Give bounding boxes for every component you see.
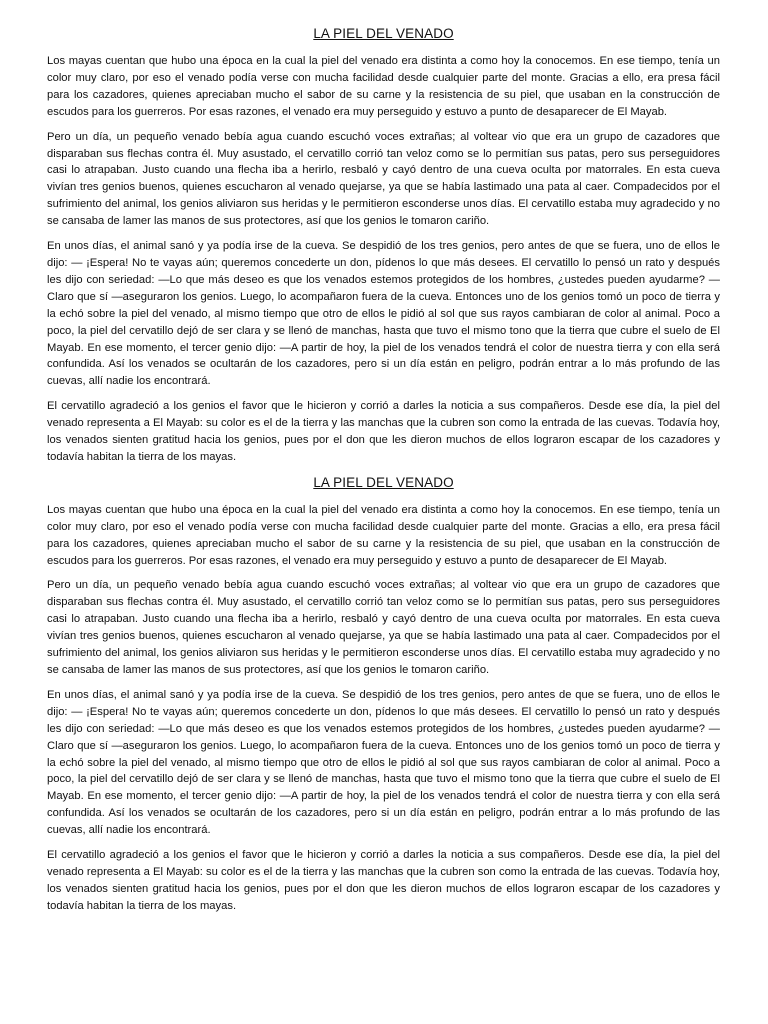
story-paragraph: En unos días, el animal sanó y ya podía irse de la cueva. Se despidió de los tres genios, pero antes de que se fuera, uno de ellos le dijo: — ¡Espera! No te vayas aún; queremos concederte un don, pídenos lo que más desees. El cervatillo lo pensó un rato y después les dijo con seriedad: —Lo que más deseo es que los venados estemos protegidos de los hombres, ¿ustedes pueden ayudarme? —Claro que sí —aseguraron los genios. Luego, lo acompañaron fuera de la cueva. Entonces uno de los genios tomó un poco de tierra y la echó sobre la piel del venado, al mismo tiempo que otro de ellos le pidió al sol que sus rayos cambiaran de color al animal. Poco a poco, la piel del cervatillo dejó de ser clara y se llenó de manchas, hasta que tuvo el mismo tono que la tierra que cubre el suelo de El Mayab. En ese momento, el tercer genio dijo: —A partir de hoy, la piel de los venados tendrá el color de nuestra tierra y con ella será confundida. Así los venados se ocultarán de los cazadores, pero si un día están en peligro, podrán entrar a lo más profundo de las cuevas, allí nadie los encontrará. (47, 688, 720, 837)
story-paragraph: Pero un día, un pequeño venado bebía agua cuando escuchó voces extrañas; al voltear vio que era un grupo de cazadores que disparaban sus flechas contra él. Muy asustado, el cervatillo corrió tan veloz como se lo permitían sus patas, pero sus perseguidores casi lo atrapaban. Justo cuando una flecha iba a herirlo, resbaló y cayó dentro de una cueva oculta por matorrales. En esta cueva vivían tres genios buenos, quienes escucharon al venado quejarse, ya que se había lastimado una pata al caer. Compadecidos por el sufrimiento del animal, los genios aliviaron sus heridas y le permitieron esconderse unos días. El cervatillo estaba muy agradecido y no se cansaba de lamer las manos de sus protectores, así que los genios le tomaron cariño. (47, 130, 720, 228)
story-section-1 (47, 25, 720, 466)
story-title: LA PIEL DEL VENADO (313, 474, 454, 490)
story-section-2 (47, 474, 720, 915)
story-paragraph: Pero un día, un pequeño venado bebía agua cuando escuchó voces extrañas; al voltear vio que era un grupo de cazadores que disparaban sus flechas contra él. Muy asustado, el cervatillo corrió tan veloz como se lo permitían sus patas, pero sus perseguidores casi lo atrapaban. Justo cuando una flecha iba a herirlo, resbaló y cayó dentro de una cueva oculta por matorrales. En esta cueva vivían tres genios buenos, quienes escucharon al venado quejarse, ya que se había lastimado una pata al caer. Compadecidos por el sufrimiento del animal, los genios aliviaron sus heridas y le permitieron esconderse unos días. El cervatillo estaba muy agradecido y no se cansaba de lamer las manos de sus protectores, así que los genios le tomaron cariño. (47, 579, 720, 676)
story-paragraph: El cervatillo agradeció a los genios el favor que le hicieron y corrió a darles la noticia a sus compañeros. Desde ese día, la piel del venado representa a El Mayab: su color es el de la tierra y las manchas que la cubren son como la entrada de las cuevas. Todavía hoy, los venados sienten gratitud hacia los genios, pues por el don que les dieron muchos de ellos lograron escapar de los cazadores y todavía habitan la tierra de los mayas. (47, 400, 720, 463)
story-paragraph: En unos días, el animal sanó y ya podía irse de la cueva. Se despidió de los tres genios, pero antes de que se fuera, uno de ellos le dijo: — ¡Espera! No te vayas aún; queremos concederte un don, pídenos lo que más desees. El cervatillo lo pensó un rato y después les dijo con seriedad: —Lo que más deseo es que los venados estemos protegidos de los hombres, ¿ustedes pueden ayudarme? —Claro que sí —aseguraron los genios. Luego, lo acompañaron fuera de la cueva. Entonces uno de los genios tomó un poco de tierra y la echó sobre la piel del venado, al mismo tiempo que otro de ellos le pidió al sol que sus rayos cambiaran de color al animal. Poco a poco, la piel del cervatillo dejó de ser clara y se llenó de manchas, hasta que tuvo el mismo tono que la tierra que cubre el suelo de El Mayab. En ese momento, el tercer genio dijo: —A partir de hoy, la piel de los venados tendrá el color de nuestra tierra y con ella será confundida. Así los venados se ocultarán de los cazadores, pero si un día están en peligro, podrán entrar a lo más profundo de las cuevas, allí nadie los encontrará. (47, 240, 720, 388)
document-page (47, 25, 720, 923)
story-title: LA PIEL DEL VENADO (313, 26, 454, 41)
story-paragraph: El cervatillo agradeció a los genios el favor que le hicieron y corrió a darles la noticia a sus compañeros. Desde ese día, la piel del venado representa a El Mayab: su color es el de la tierra y las manchas que la cubren son como la entrada de las cuevas. Todavía hoy, los venados sienten gratitud hacia los genios, pues por el don que les dieron muchos de ellos lograron escapar de los cazadores y todavía habitan la tierra de los mayas. (47, 849, 720, 912)
story-paragraph: Los mayas cuentan que hubo una época en la cual la piel del venado era distinta a como hoy la conocemos. En ese tiempo, tenía un color muy claro, por eso el venado podía verse con mucha facilidad desde cualquier parte del monte. Gracias a ello, era presa fácil para los cazadores, quienes apreciaban mucho el sabor de su carne y la resistencia de su piel, que usaban en la construcción de escudos para los guerreros. Por esas razones, el venado era muy perseguido y estuvo a punto de desaparecer de El Mayab. (47, 55, 720, 118)
story-paragraph: Los mayas cuentan que hubo una época en la cual la piel del venado era distinta a como hoy la conocemos. En ese tiempo, tenía un color muy claro, por eso el venado podía verse con mucha facilidad desde cualquier parte del monte. Gracias a ello, era presa fácil para los cazadores, quienes apreciaban mucho el sabor de su carne y la resistencia de su piel, que usaban en la construcción de escudos para los guerreros. Por esas razones, el venado era muy perseguido y estuvo a punto de desaparecer de El Mayab. (47, 503, 720, 567)
